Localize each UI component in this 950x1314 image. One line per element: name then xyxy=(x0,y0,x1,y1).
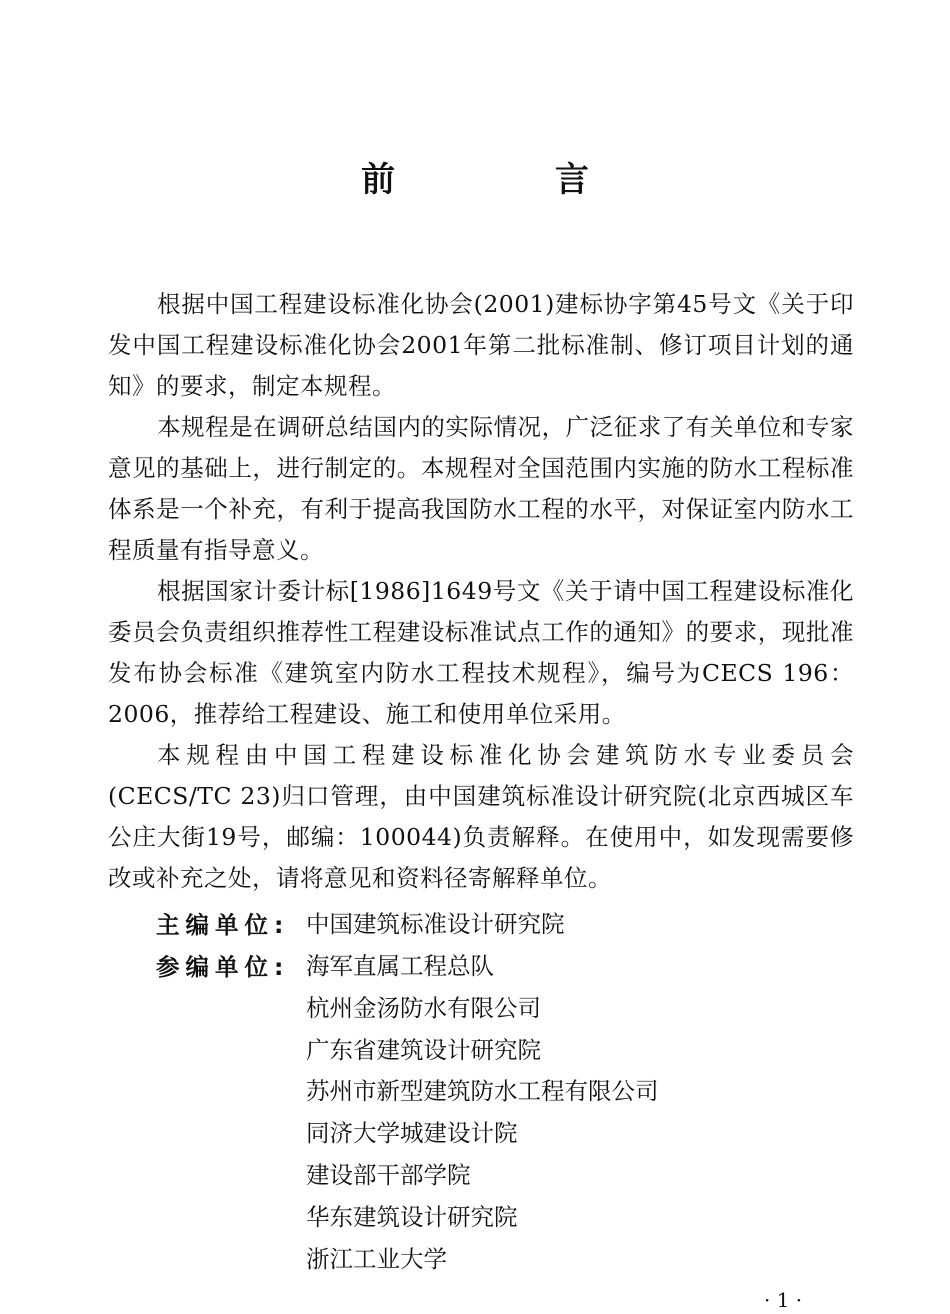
participant-unit: 杭州金汤防水有限公司 xyxy=(306,993,541,1022)
paragraph-approval: 根据国家计委计标[1986]1649号文《关于请中国工程建设标准化委员会负责组织推荐性工程建设标准试点工作的通知》的要求，现批准发布协会标准《建筑室内防水工程技术规程》，编号为CECS 196：2006，推荐给工程建设、施工和使用单位采用。 xyxy=(108,577,854,728)
participant-unit: 华东建筑设计研究院 xyxy=(306,1202,518,1231)
editing-units xyxy=(156,904,856,1280)
paragraph-research: 本规程是在调研总结国内的实际情况，广泛征求了有关单位和专家意见的基础上，进行制定的。本规程对全国范围内实施的防水工程标准体系是一个补充，有利于提高我国防水工程的水平，对保证室内防水工程质量有指导意义。 xyxy=(108,413,854,564)
paragraph-basis: 根据中国工程建设标准化协会(2001)建标协字第45号文《关于印发中国工程建设标准化协会2001年第二批标准制、修订项目计划的通知》的要求，制定本规程。 xyxy=(108,290,854,400)
chief-editor-unit: 中国建筑标准设计研究院 xyxy=(306,910,565,938)
participants-label: 参编单位: xyxy=(156,953,284,981)
participants-row xyxy=(156,946,856,1280)
participant-unit: 浙江工业大学 xyxy=(306,1244,447,1273)
chief-editor-list xyxy=(306,904,856,946)
preface-body xyxy=(108,284,854,899)
page-title: 前 言 xyxy=(361,160,663,200)
participant-unit: 广东省建筑设计研究院 xyxy=(306,1035,541,1064)
page-number: · 1 · xyxy=(764,1288,803,1312)
participant-unit: 海军直属工程总队 xyxy=(306,952,494,980)
participant-unit: 苏州市新型建筑防水工程有限公司 xyxy=(306,1077,659,1106)
chief-editor-label: 主编单位: xyxy=(156,911,284,939)
participant-unit: 建设部干部学院 xyxy=(306,1160,471,1189)
participant-list xyxy=(306,946,856,1280)
chief-editor-row xyxy=(156,904,856,946)
paragraph-management: 本规程由中国工程建设标准化协会建筑防水专业委员会(CECS/TC 23)归口管理，由中国建筑标准设计研究院(北京西城区车公庄大街19号，邮编：100044)负责解释。在使用中，如发现需要修改或补充之处，请将意见和资料径寄解释单位。 xyxy=(108,741,854,892)
participant-unit: 同济大学城建设计院 xyxy=(306,1119,518,1148)
